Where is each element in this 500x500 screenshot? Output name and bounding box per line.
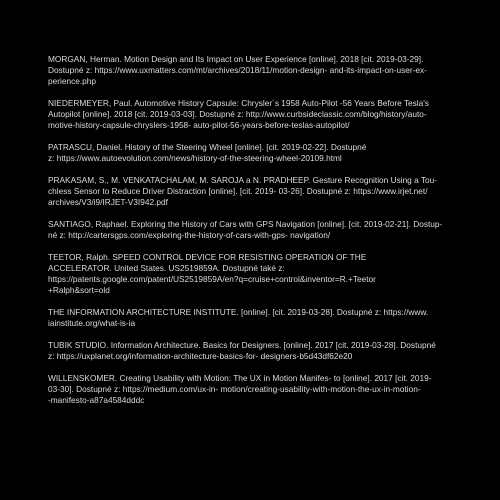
reference-line: Autopilot [online]. 2018 [cit. 2019-03-03]. Dostupné z: http://www.curbsideclassic.com/blog/history/auto- [48, 109, 427, 119]
reference-line: -manifesto-a87a4584dddc [48, 395, 145, 405]
reference-line: TUBIK STUDIO. Information Architecture. Basics for Designers. [online]. 2017 [cit. 2019-03-28]. Dostupné [48, 340, 436, 350]
reference-line: perience.php [48, 76, 96, 86]
reference-line: THE INFORMATION ARCHITECTURE INSTITUTE. [online]. [cit. 2019-03-28]. Dostupné z: https://www. [48, 307, 429, 317]
reference-line: motive-history-capsule-chryslers-1958- auto-pilot-56-years-before-teslas-autopilot/ [48, 120, 350, 130]
reference-line: archives/V3/i9/IRJET-V3I942.pdf [48, 197, 168, 207]
reference-line: iainstitute.org/what-is-ia [48, 318, 136, 328]
reference-line: NIEDERMEYER, Paul. Automotive History Capsule: Chrysler´s 1958 Auto-Pilot -56 Years Before Tesla's [48, 98, 429, 108]
reference-line: PATRASCU, Daniel. History of the Steering Wheel [online]. [cit. 2019-02-22]. Dostupné [48, 142, 367, 152]
reference-line: https://patents.google.com/patent/US2519859A/en?q=cruise+control&inventor=R.+Teetor [48, 274, 376, 284]
reference-line: MORGAN, Herman. Motion Design and Its Impact on User Experience [online]. 2018 [cit. 2019-03-29]. [48, 54, 424, 64]
reference-entry [48, 98, 450, 131]
reference-line: 03-30]. Dostupné z: https://medium.com/ux-in- motion/creating-usability-with-motion-the-ux-in-motion- [48, 384, 421, 394]
reference-line: TEETOR, Ralph. SPEED CONTROL DEVICE FOR RESISTING OPERATION OF THE [48, 252, 367, 262]
reference-line: SANTIAGO, Raphael. Exploring the History of Cars with GPS Navigation [online]. [cit. 2019-02-21]. Dostup- [48, 219, 443, 229]
reference-entry [48, 54, 450, 87]
reference-line: WILLENSKOMER. Creating Usability with Motion: The UX in Motion Manifes- to [online]. 2017 [cit. 2019- [48, 373, 432, 383]
reference-entry [48, 373, 450, 406]
reference-line: PRAKASAM, S., M. VENKATACHALAM, M. SAROJA a N. PRADHEEP. Gesture Recognition Using a Tou- [48, 175, 438, 185]
reference-entry [48, 142, 450, 164]
reference-entry [48, 307, 450, 329]
reference-line: z: https://www.autoevolution.com/news/history-of-the-steering-wheel-20109.html [48, 153, 342, 163]
reference-line: ACCELERATOR. United States. US2519859A. Dostupné také z: [48, 263, 285, 273]
reference-line: +Ralph&sort=old [48, 285, 110, 295]
reference-list [48, 54, 450, 417]
reference-entry [48, 252, 450, 296]
reference-line: Dostupné z: https://www.uxmatters.com/mt/archives/2018/11/motion-design- and-its-impact-on-user-ex- [48, 65, 427, 75]
reference-line: z: https://uxplanet.org/information-architecture-basics-for- designers-b5d43df62e20 [48, 351, 353, 361]
reference-entry [48, 175, 450, 208]
reference-line: né z: http://cartersgps.com/exploring-the-history-of-cars-with-gps- navigation/ [48, 230, 331, 240]
reference-entry [48, 219, 450, 241]
reference-entry [48, 340, 450, 362]
reference-line: chless Sensor to Reduce Driver Distraction [online]. [cit. 2019- 03-26]. Dostupné z: https://www.irjet.net/ [48, 186, 428, 196]
